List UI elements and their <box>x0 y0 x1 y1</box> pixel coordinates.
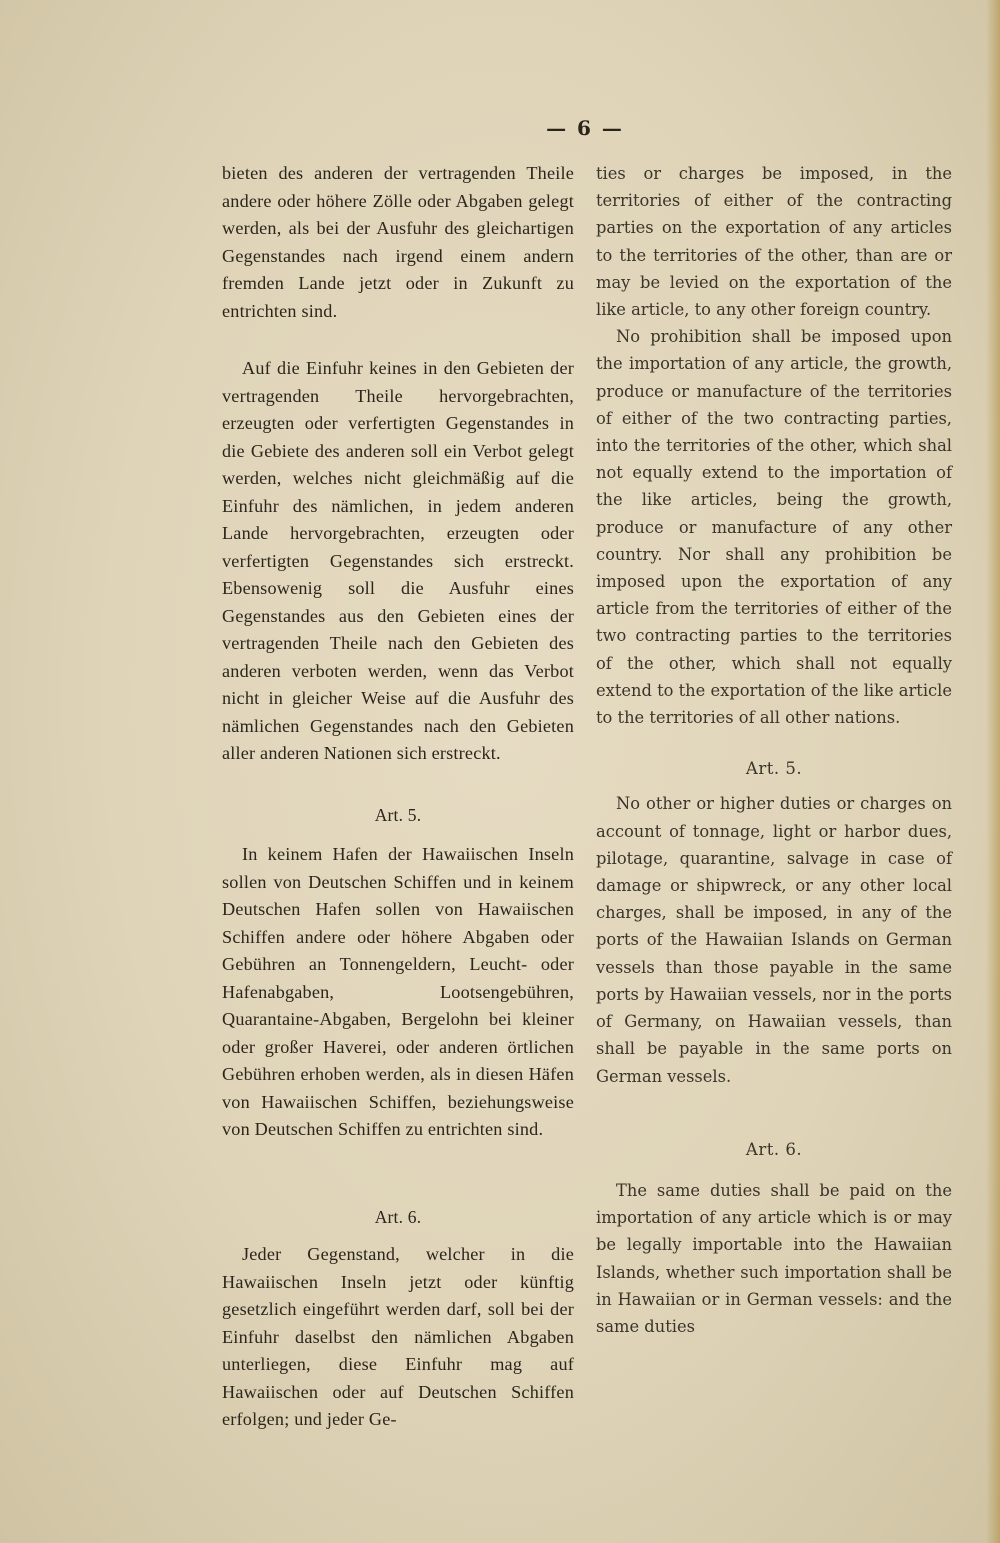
german-paragraph-1: bieten des anderen der vertragenden Theile andere oder höhere Zölle oder Abgaben gelegt werden, als bei der Ausfuhr des gleichartigen Gegenstandes nach irgend einem andern fremden Lande jetzt oder in Zukunft zu entrichten sind. <box>222 163 574 321</box>
english-column <box>596 160 952 1340</box>
english-art5-heading: Art. 5. <box>745 759 803 779</box>
page-edge <box>986 0 1000 1543</box>
german-art5-heading: Art. 5. <box>374 804 422 825</box>
german-art6-text: Jeder Gegenstand, welcher in die Hawaiischen Inseln jetzt oder künftig gesetzlich eingeführt werden darf, soll bei der Einfuhr daselbst den nämlichen Abgaben unterliegen, diese Einfuhr mag auf Hawaiischen oder auf Deutschen Schiffen erfolgen; und jeder Ge- <box>222 1244 574 1429</box>
german-paragraph-2: Auf die Einfuhr keines in den Gebieten der vertragenden Theile hervorgebrachten, erzeugten oder verfertigten Gegenstandes in die Gebiete des anderen soll ein Verbot gelegt werden, welches nicht gleichmäßig auf die Einfuhr des nämlichen, in jedem anderen Lande hervorgebrachten, erzeugten oder verfertigten Gegenstandes sich erstreckt. Ebensowenig soll die Ausfuhr eines Gegenstandes aus den Gebieten eines der vertragenden Theile nach den Gebieten des anderen verboten werden, wenn das Verbot nicht in gleicher Weise auf die Ausfuhr des nämlichen Gegenstandes nach den Gebieten aller anderen Nationen sich erstreckt. <box>222 358 574 763</box>
english-paragraph-1: ties or charges be imposed, in the territories of either of the contracting parties on the exportation of any articles to the territories of the other, than are or may be levied on the exportation of the like article, to any other foreign country. <box>596 164 952 320</box>
german-art6-heading: Art. 6. <box>374 1206 422 1227</box>
english-art6-heading: Art. 6. <box>745 1139 803 1159</box>
english-art6-text: The same duties shall be paid on the importation of any article which is or may be legally importable into the Hawaiian Islands, whether such importation shall be in Hawaiian or in German vessels: and the same duties <box>596 1180 952 1336</box>
german-column <box>222 160 574 1434</box>
english-paragraph-2: No prohibition shall be imposed upon the importation of any article, the growth, produce or manufacture of the territories of either of the two contracting parties, into the territories of the other, which shal not equally extend to the importation of the like articles, being the growth, produce or manufacture of any other country. Nor shall any prohibition be imposed upon the exportation of any article from the territories of either of the two contracting parties to the territories of the other, which shall not equally extend to the exportation of the like article to the territories of all other nations. <box>596 327 952 728</box>
english-art5-text: No other or higher duties or charges on account of tonnage, light or harbor dues, pilotage, quarantine, salvage in case of damage or shipwreck, or any other local charges, shall be imposed, in any of the ports of the Hawaiian Islands on German vessels than those payable in the same ports by Hawaiian vessels, nor in the ports of Germany, on Hawaiian vessels, than shall be payable in the same ports on German vessels. <box>596 794 952 1086</box>
german-art5-text: In keinem Hafen der Hawaiischen Inseln sollen von Deutschen Schiffen und in keinem Deutschen Hafen sollen von Hawaiischen Schiffen andere oder höhere Abgaben oder Gebühren an Tonnengeldern, Leucht- oder Hafenabgaben, Lootsengebühren, Quarantaine-Abgaben, Bergelohn bei kleiner oder großer Haverei, oder anderen örtlichen Gebühren erhoben werden, als in diesen Häfen von Hawaiischen Schiffen, beziehungsweise von Deutschen Schiffen zu entrichten sind. <box>222 844 574 1139</box>
page-number: — 6 — <box>546 116 624 140</box>
